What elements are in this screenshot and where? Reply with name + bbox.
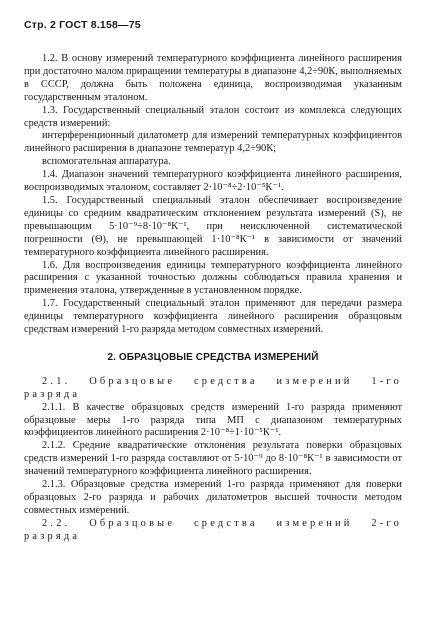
section-2-heading: 2. ОБРАЗЦОВЫЕ СРЕДСТВА ИЗМЕРЕНИЙ bbox=[107, 351, 319, 363]
paragraph-1-3: 1.3. Государственный специальный эталон состоит из комплекса следующих средств измерений: bbox=[24, 104, 402, 129]
paragraph-2-2: 2.2. Образцовые средства измерений 2-го разряда bbox=[24, 517, 402, 542]
page-header: Стр. 2 ГОСТ 8.158—75 bbox=[24, 19, 141, 31]
paragraph-2-1-3: 2.1.3. Образцовые средства измерений 1-го разряда применяют для поверки образцовых 2-го разряда и рабочих дилатометров высшей точности методом совместных измерений. bbox=[24, 479, 402, 516]
document-body bbox=[24, 53, 402, 544]
paragraph-1-5: 1.5. Государственный специальный эталон обеспечивает воспроизведение единицы со средним квадратическим отклонением результата измерений (S), не превышающим 5·10⁻⁹÷8·10⁻⁸К⁻¹, при неисключенной систематической погрешности (Θ), не превышающей 1·10⁻⁸К⁻¹ в зависимости от значений температурного коэффициента линейного расширения. bbox=[24, 194, 402, 258]
paragraph-1-4: 1.4. Диапазон значений температурного коэффициента линейного расширения, воспроизводимых эталоном, составляет 2·10⁻⁸÷2·10⁻⁵К⁻¹. bbox=[24, 169, 402, 194]
paragraph-1-7: 1.7. Государственный специальный эталон применяют для передачи размера единицы температурного коэффициента линейного расширения образцовым средствам измерений 1-го разряда методом совместных измерений. bbox=[24, 298, 402, 336]
paragraph-2-1-1: 2.1.1. В качестве образцовых средств измерений 1-го разряда применяют образцовые меры 1-го разряда типа МП с диапазоном температурных коэффициентов линейного расширения 2·10⁻⁸÷1·10⁻⁵К⁻¹. bbox=[24, 401, 402, 439]
list-item-dilatometer: интерференционный дилатометр для измерений температурных коэффициентов линейного расширения в диапазоне температур 4,2÷90К; bbox=[24, 130, 402, 155]
paragraph-2-1-2: 2.1.2. Средние квадратические отклонения результата поверки образцовых средств измерений 1-го разряда составляют от 5·10⁻⁹ до 8·10⁻⁸К⁻¹ в зависимости от значений температурного коэффициента линейного расширения. bbox=[24, 440, 402, 478]
list-item-auxiliary: вспомогательная аппаратура. bbox=[42, 156, 171, 168]
paragraph-2-1: 2.1. Образцовые средства измерений 1-го разряда bbox=[24, 375, 402, 400]
paragraph-1-2: 1.2. В основу измерений температурного коэффициента линейного расширения при достаточно малом приращении температуры в диапазоне 4,2÷90К, выполняемых в СССР, должна быть положена единица, воспроизводимая указанным государственным эталоном. bbox=[24, 53, 402, 103]
paragraph-1-6: 1.6. Для воспроизведения единицы температурного коэффициента линейного расширения с указанной точностью должны соблюдаться правила хранения и применения эталона, утвержденные в установленном порядке. bbox=[24, 259, 402, 297]
